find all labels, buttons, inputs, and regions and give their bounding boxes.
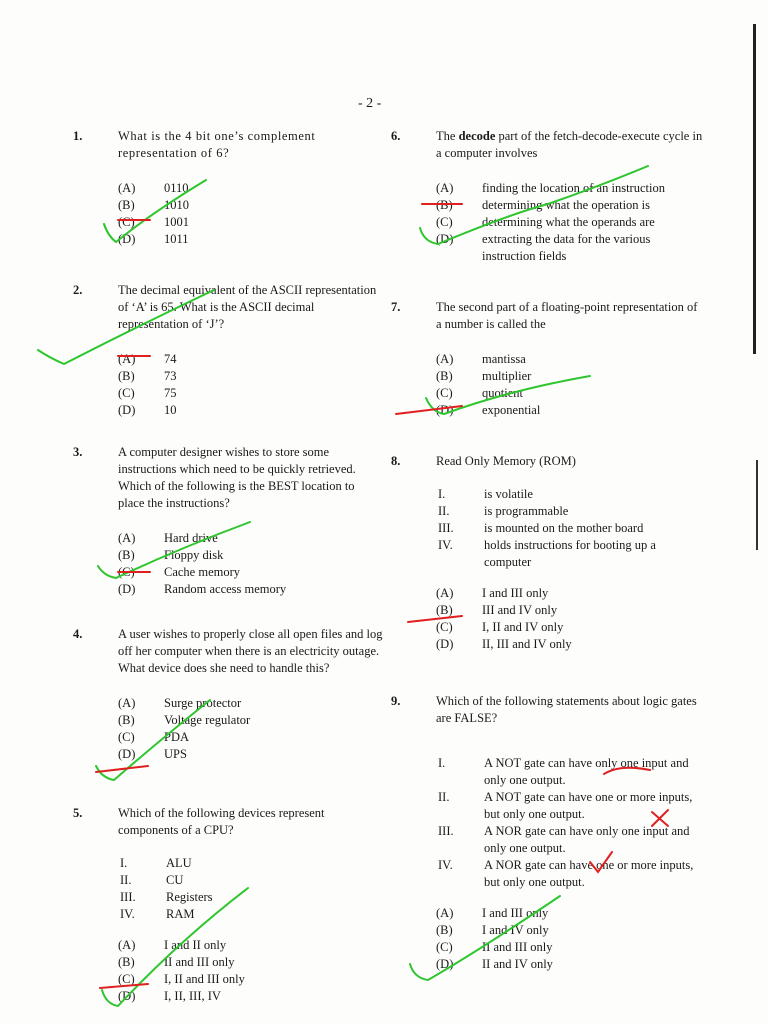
question-stem: The decimal equivalent of the ASCII representation of ‘A’ is 65. What is the ASCII decimal representation of ‘J’? (118, 283, 377, 331)
option-list (436, 351, 706, 419)
option-b[interactable]: (B) 73 (118, 369, 177, 383)
option-c[interactable]: (C) I, II and III only (118, 972, 245, 986)
option-c[interactable]: (C) quotient (436, 386, 523, 400)
option-d[interactable]: (D) exponential (436, 403, 541, 417)
question-6 (391, 128, 706, 265)
question-number: 3. (73, 445, 83, 459)
statement-item: I. is volatile (438, 487, 533, 501)
question-1 (73, 128, 383, 248)
question-number: 6. (391, 129, 401, 143)
question-9 (391, 693, 706, 973)
option-b[interactable]: (B) Floppy disk (118, 548, 224, 562)
question-stem: Which of the following statements about logic gates are FALSE? (436, 694, 697, 725)
question-number: 8. (391, 454, 401, 468)
option-c[interactable]: (C) II and III only (436, 940, 553, 954)
question-8 (391, 453, 706, 653)
option-a[interactable]: (A) 0110 (118, 181, 189, 195)
statement-item: III. A NOR gate can have only one input and only one output. (438, 824, 690, 855)
question-5 (73, 805, 383, 1005)
option-d[interactable]: (D) extracting the data for the various instruction fields (436, 232, 651, 263)
option-list (118, 180, 383, 248)
option-a[interactable]: (A) mantissa (436, 352, 526, 366)
option-a[interactable]: (A) I and III only (436, 906, 549, 920)
statement-item: II. is programmable (438, 504, 569, 518)
question-3 (73, 444, 383, 598)
option-d[interactable]: (D) 1011 (118, 232, 189, 246)
option-d[interactable]: (D) II, III and IV only (436, 637, 572, 651)
question-stem: What is the 4 bit one’s complement representation of 6? (118, 129, 316, 160)
statement-item: I. A NOT gate can have only one input and only one output. (438, 756, 689, 787)
option-a[interactable]: (A) 74 (118, 352, 177, 366)
question-stem: A user wishes to properly close all open files and log off her computer when there is an electricity outage. What device does she need to handle this? (118, 627, 383, 675)
option-c[interactable]: (C) Cache memory (118, 565, 241, 579)
statement-item: III. is mounted on the mother board (438, 521, 644, 535)
option-c[interactable]: (C) PDA (118, 730, 190, 744)
question-stem: The decode part of the fetch-decode-execute cycle in a computer involves (436, 129, 703, 160)
option-list (118, 530, 383, 598)
question-2 (73, 282, 383, 419)
statement-item: II. A NOT gate can have one or more inputs, but only one output. (438, 790, 693, 821)
option-a[interactable]: (A) I and III only (436, 586, 549, 600)
option-b[interactable]: (B) Voltage regulator (118, 713, 251, 727)
question-7 (391, 299, 706, 419)
option-list (118, 695, 383, 763)
question-number: 2. (73, 283, 83, 297)
option-d[interactable]: (D) UPS (118, 747, 187, 761)
option-b[interactable]: (B) III and IV only (436, 603, 558, 617)
statement-item: II. CU (120, 873, 184, 887)
question-stem: Read Only Memory (ROM) (436, 454, 576, 468)
option-d[interactable]: (D) Random access memory (118, 582, 287, 596)
statement-item: IV. holds instructions for booting up a computer (438, 538, 656, 569)
question-number: 7. (391, 300, 401, 314)
option-a[interactable]: (A) Hard drive (118, 531, 218, 545)
question-number: 1. (73, 129, 83, 143)
option-list (118, 937, 383, 1005)
scan-edge-line (753, 24, 756, 354)
question-number: 9. (391, 694, 401, 708)
red-strike-mark (96, 766, 148, 772)
question-stem: A computer designer wishes to store some instructions which need to be quickly retrieved. Which of the following is the BEST location to place the instructions? (118, 445, 356, 510)
page-number: - 2 - (358, 96, 382, 111)
statement-item: I. ALU (120, 856, 192, 870)
option-b[interactable]: (B) II and III only (118, 955, 235, 969)
question-4 (73, 626, 383, 763)
statement-item: IV. RAM (120, 907, 195, 921)
option-c[interactable]: (C) 75 (118, 386, 177, 400)
option-d[interactable]: (D) 10 (118, 403, 177, 417)
option-c[interactable]: (C) I, II and IV only (436, 620, 564, 634)
option-b[interactable]: (B) determining what the operation is (436, 198, 651, 212)
option-a[interactable]: (A) Surge protector (118, 696, 242, 710)
option-b[interactable]: (B) 1010 (118, 198, 189, 212)
statement-list (436, 486, 706, 571)
option-b[interactable]: (B) multiplier (436, 369, 532, 383)
scan-edge-line (756, 460, 758, 550)
option-d[interactable]: (D) II and IV only (436, 957, 553, 971)
option-list (436, 585, 706, 653)
statement-list (118, 855, 383, 923)
statement-item: III. Registers (120, 890, 213, 904)
statement-list (436, 755, 706, 891)
option-d[interactable]: (D) I, II, III, IV (118, 989, 221, 1003)
option-c[interactable]: (C) 1001 (118, 215, 189, 229)
question-number: 5. (73, 806, 83, 820)
option-a[interactable]: (A) finding the location of an instruction (436, 181, 665, 195)
option-b[interactable]: (B) I and IV only (436, 923, 549, 937)
option-list (436, 905, 706, 973)
emphasis-text: decode (458, 129, 496, 143)
option-list (118, 351, 383, 419)
statement-item: IV. A NOR gate can have one or more inputs, but only one output. (438, 858, 694, 889)
question-number: 4. (73, 627, 83, 641)
question-stem: Which of the following devices represent components of a CPU? (118, 806, 325, 837)
option-a[interactable]: (A) I and II only (118, 938, 227, 952)
option-c[interactable]: (C) determining what the operands are (436, 215, 655, 229)
option-list (436, 180, 706, 265)
question-stem: The second part of a floating-point representation of a number is called the (436, 300, 698, 331)
